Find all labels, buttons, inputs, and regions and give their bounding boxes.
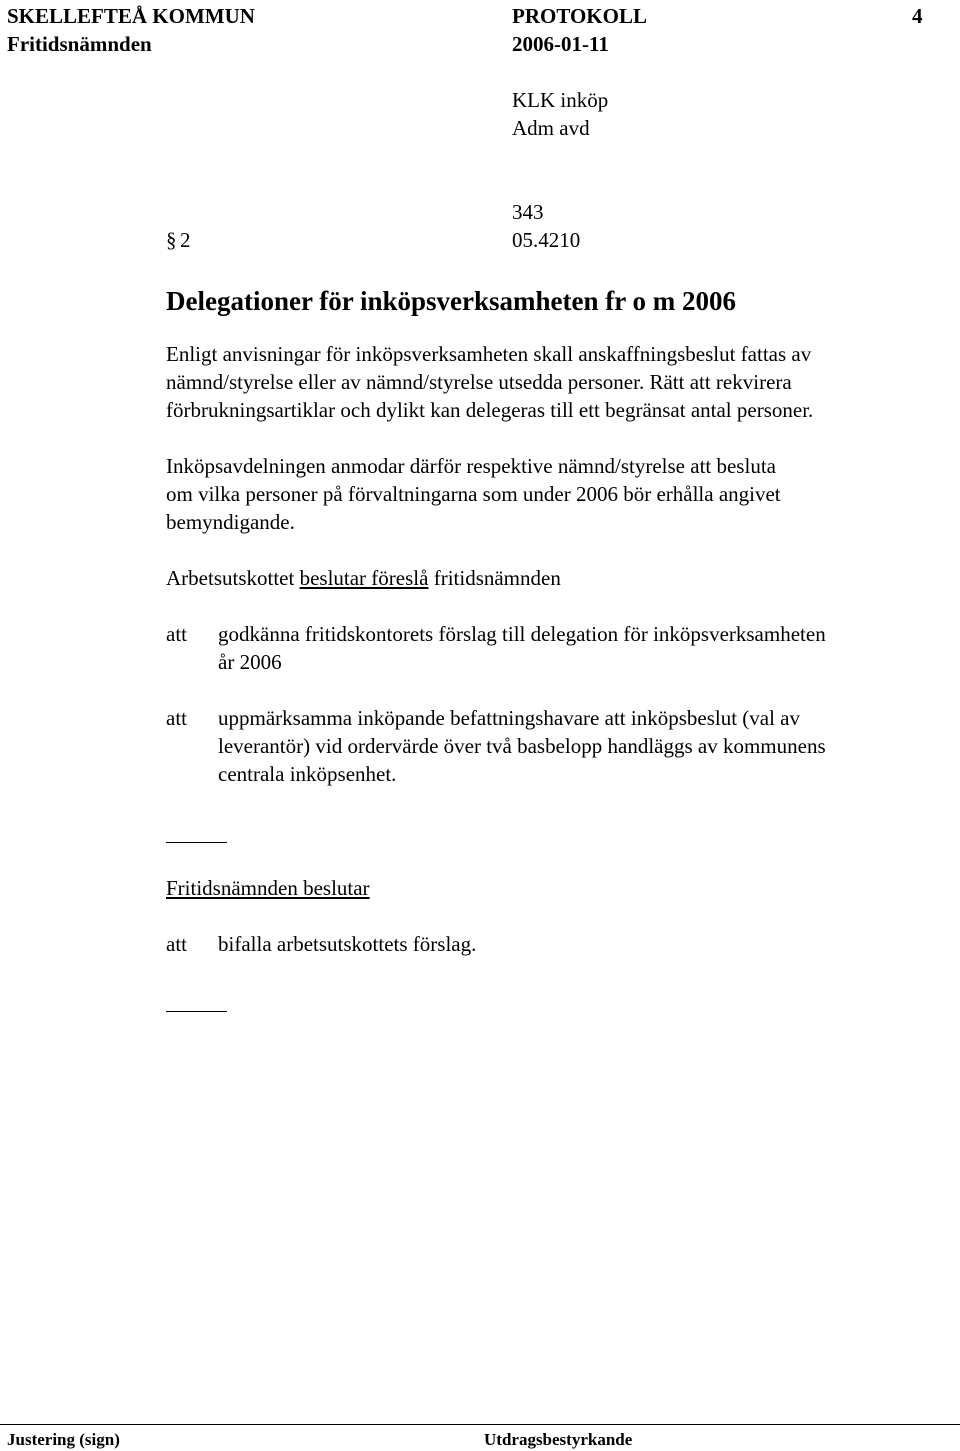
meeting-date: 2006-01-11	[512, 32, 609, 56]
paragraph-symbol: §	[166, 228, 177, 252]
section-separator	[166, 842, 227, 843]
proposal-item-1-marker: att	[166, 622, 187, 646]
body-paragraph-1-line: nämnd/styrelse eller av nämnd/styrelse utsedda personer. Rätt att rekvirera	[166, 370, 792, 394]
body-paragraph-1-line: Enligt anvisningar för inköpsverksamheten skall anskaffningsbeslut fattas av	[166, 342, 812, 366]
recipient-1: KLK inköp	[512, 88, 609, 112]
proposal-intro-prefix: Arbetsutskottet	[166, 566, 300, 590]
body-paragraph-2-line: om vilka personer på förvaltningarna som under 2006 bör erhålla angivet	[166, 482, 781, 506]
municipality-name: SKELLEFTEÅ KOMMUN	[7, 4, 255, 28]
decision-marker: att	[166, 932, 187, 956]
footer-utdragsbestyrkande: Utdragsbestyrkande	[484, 1430, 633, 1449]
recipient-2: Adm avd	[512, 116, 590, 140]
proposal-item-1-line: godkänna fritidskontorets förslag till delegation för inköpsverksamheten	[218, 622, 826, 646]
body-paragraph-2-line: bemyndigande.	[166, 510, 295, 534]
footer-justering: Justering (sign)	[7, 1430, 120, 1449]
decision-heading-text: Fritidsnämnden beslutar	[166, 876, 370, 900]
diarie-number: 05.4210	[512, 228, 581, 252]
proposal-item-2-line: uppmärksamma inköpande befattningshavare att inköpsbeslut (val av	[218, 706, 801, 730]
committee-name: Fritidsnämnden	[7, 32, 152, 56]
body-paragraph-2-line: Inköpsavdelningen anmodar därför respektive nämnd/styrelse att besluta	[166, 454, 776, 478]
document-type: PROTOKOLL	[512, 4, 647, 28]
footer-rule	[0, 1424, 960, 1425]
body-paragraph-1	[166, 340, 926, 424]
page-number: 4	[912, 4, 923, 28]
body-paragraph-2	[166, 452, 926, 536]
proposal-item-2-line: leverantör) vid ordervärde över två basbelopp handläggs av kommunens	[218, 734, 826, 758]
proposal-item-1-line: år 2006	[218, 650, 282, 674]
body-paragraph-1-line: förbrukningsartiklar och dylikt kan delegeras till ett begränsat antal personer.	[166, 398, 814, 422]
proposal-intro-underlined: beslutar föreslå	[299, 566, 429, 590]
proposal-intro	[166, 564, 926, 592]
proposal-item-2-text	[218, 704, 826, 788]
decision-text: bifalla arbetsutskottets förslag.	[218, 932, 477, 956]
proposal-item-2-line: centrala inköpsenhet.	[218, 762, 397, 786]
proposal-intro-suffix: fritidsnämnden	[428, 566, 561, 590]
section-separator	[166, 1011, 227, 1012]
proposal-item-1-text	[218, 620, 826, 676]
page-title: Delegationer för inköpsverksamheten fr o m 2006	[166, 286, 736, 316]
proposal-item-2-marker: att	[166, 706, 187, 730]
paragraph-number: 2	[180, 228, 191, 252]
reference-number: 343	[512, 200, 544, 224]
decision-heading	[166, 874, 926, 902]
